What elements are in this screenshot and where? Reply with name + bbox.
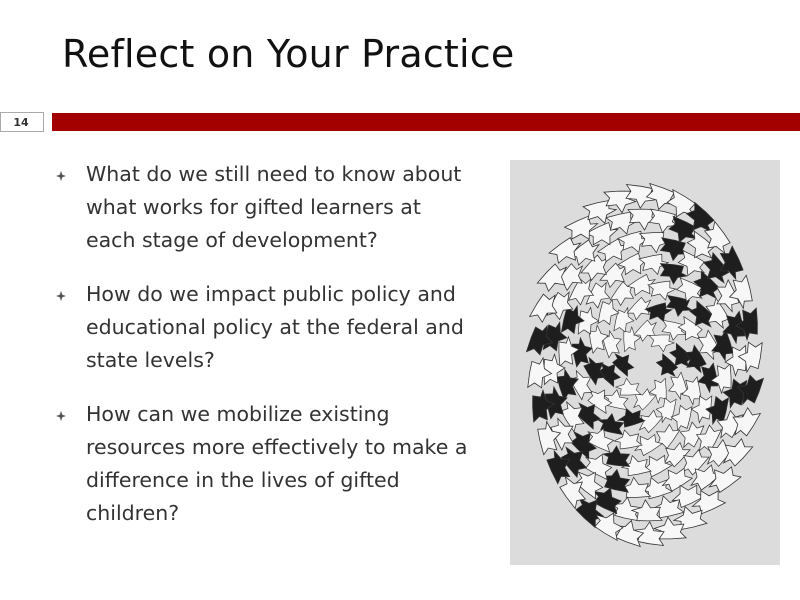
header-accent-bar xyxy=(52,113,800,131)
bullet-text: What do we still need to know about what works for gifted learners at each stage of development? xyxy=(86,162,462,252)
tessellation-birds-artwork xyxy=(510,160,780,565)
bullet-item xyxy=(56,398,476,530)
diamond-bullet-icon xyxy=(56,171,66,181)
slide-title: Reflect on Your Practice xyxy=(62,32,515,76)
diamond-bullet-icon xyxy=(56,411,66,421)
bullet-item xyxy=(56,158,476,257)
slide-number: 14 xyxy=(13,115,29,129)
bullet-item xyxy=(56,278,476,377)
diamond-bullet-icon xyxy=(56,291,66,301)
bullet-list xyxy=(56,158,476,551)
bullet-text: How do we impact public policy and educational policy at the federal and state levels? xyxy=(86,282,464,372)
bullet-text: How can we mobilize existing resources more effectively to make a difference in the lives of gifted children? xyxy=(86,402,468,525)
